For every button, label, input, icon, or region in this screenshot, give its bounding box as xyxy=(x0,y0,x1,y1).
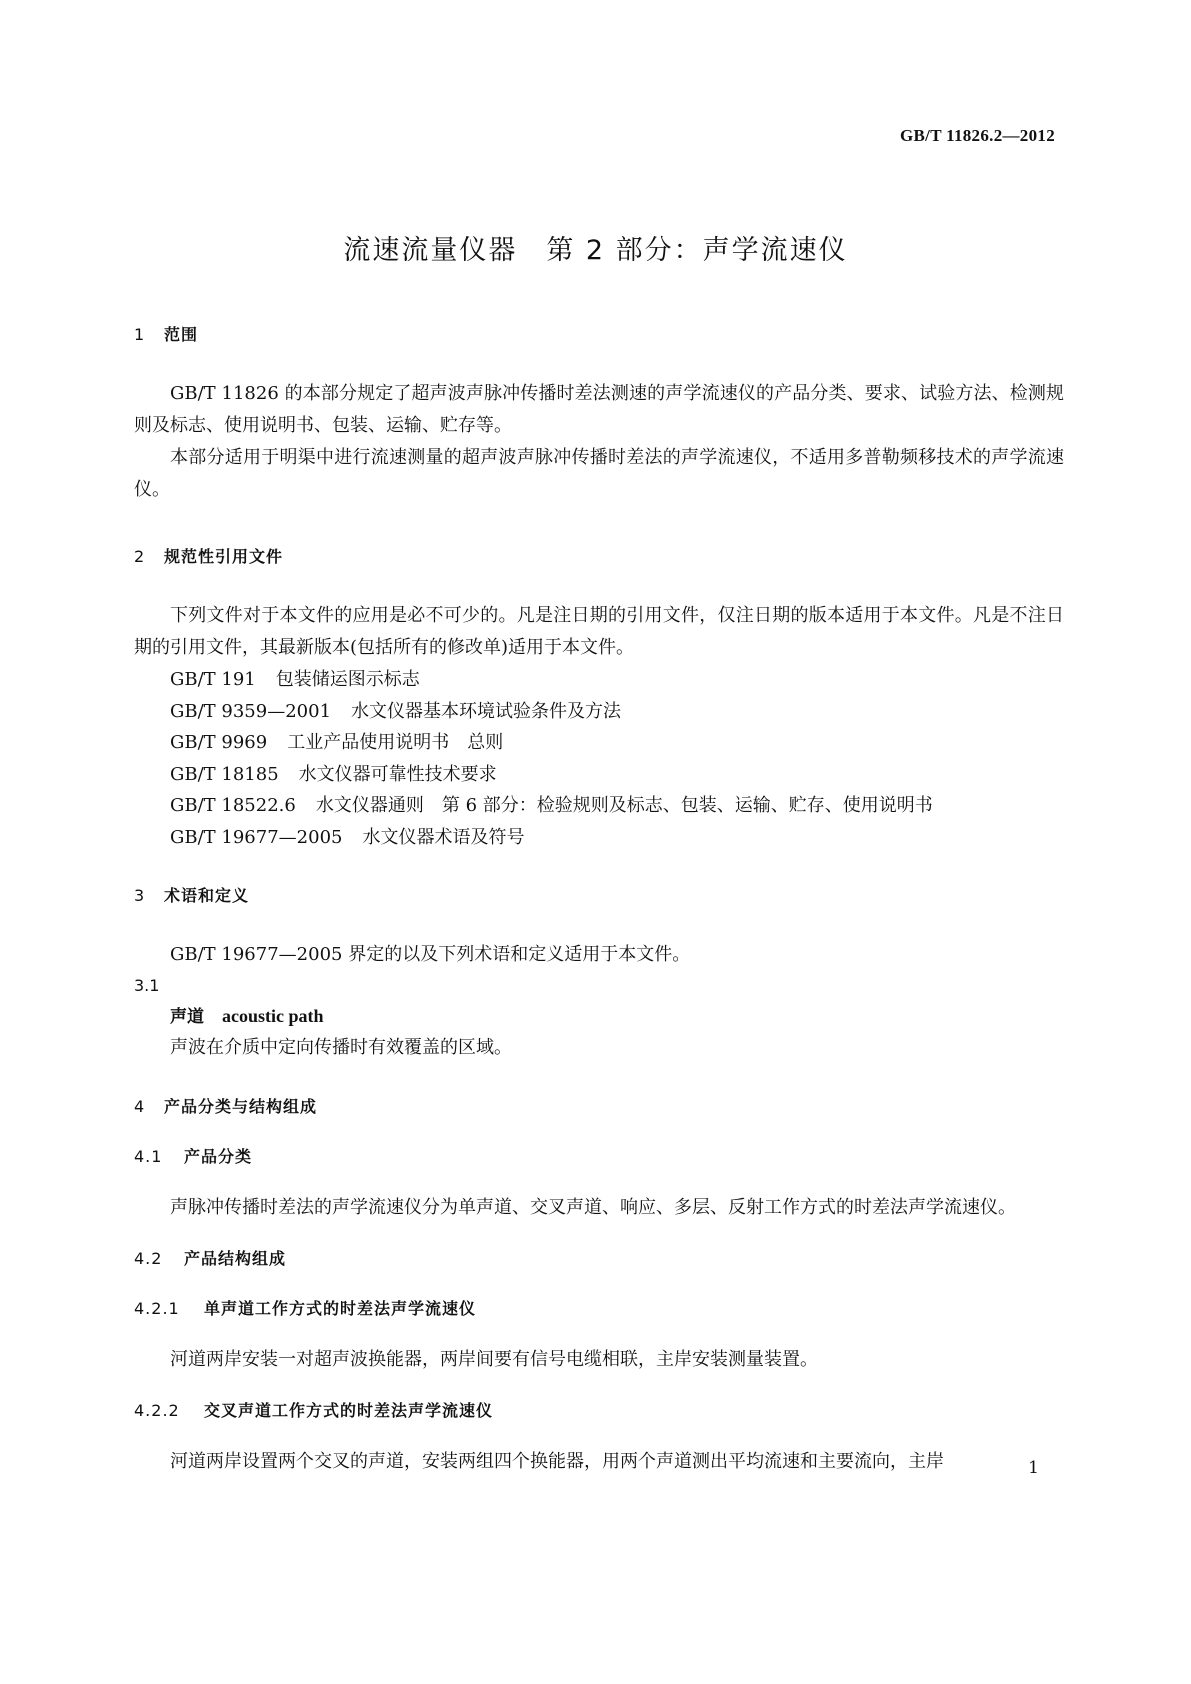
section-number: 1 xyxy=(134,325,146,344)
reference-title: 水文仪器术语及符号 xyxy=(362,826,525,848)
paragraph: 声脉冲传播时差法的声学流速仪分为单声道、交叉声道、响应、多层、反射工作方式的时差法声学流速仪。 xyxy=(170,1197,1016,1218)
section-heading-terms xyxy=(134,881,1064,911)
reference-item xyxy=(134,664,1064,696)
subsection-number: 4.2.2 xyxy=(134,1401,180,1420)
reference-item xyxy=(134,759,1064,791)
reference-title: 水文仪器基本环境试验条件及方法 xyxy=(351,700,622,722)
reference-item xyxy=(134,822,1064,854)
term-english: acoustic path xyxy=(222,1006,324,1026)
subsection-heading xyxy=(134,1244,1064,1274)
page-number: 1 xyxy=(1028,1458,1039,1478)
section-title: 规范性引用文件 xyxy=(164,547,284,566)
document-title: 流速流量仪器 第 2 部分：声学流速仪 xyxy=(343,235,848,266)
reference-code: GB/T 9359—2001 xyxy=(170,700,332,722)
section-heading-normative-references xyxy=(134,542,1064,572)
paragraph: 河道两岸安装一对超声波换能器，两岸间要有信号电缆相联，主岸安装测量装置。 xyxy=(170,1349,818,1370)
subsubsection-heading xyxy=(134,1396,1064,1426)
paragraph: GB/T 19677—2005 界定的以及下列术语和定义适用于本文件。 xyxy=(170,944,691,965)
reference-code: GB/T 18185 xyxy=(170,763,279,785)
subsection-number: 4.2.1 xyxy=(134,1299,180,1318)
reference-title: 水文仪器可靠性技术要求 xyxy=(298,763,497,785)
reference-item xyxy=(134,727,1064,759)
subsubsection-heading xyxy=(134,1294,1064,1324)
term-chinese: 声道 xyxy=(170,1007,204,1027)
reference-item xyxy=(134,790,1064,822)
section-title: 产品分类与结构组成 xyxy=(164,1097,318,1116)
reference-code: GB/T 19677—2005 xyxy=(170,826,343,848)
reference-title: 包装储运图示标志 xyxy=(275,669,420,690)
term-entry xyxy=(134,1001,1064,1032)
paragraph: GB/T 11826 的本部分规定了超声波声脉冲传播时差法测速的声学流速仪的产品分类、要求、试验方法、检测规则及标志、使用说明书、包装、运输、贮存等。 xyxy=(134,383,1064,436)
subsection-title: 产品结构组成 xyxy=(184,1249,287,1268)
standard-code: GB/T 11826.2—2012 xyxy=(900,126,1055,145)
reference-title: 水文仪器通则 第 6 部分：检验规则及标志、包装、运输、贮存、使用说明书 xyxy=(315,795,933,816)
subsection-heading xyxy=(134,1142,1064,1172)
reference-code: GB/T 9969 xyxy=(170,732,268,753)
term-definition: 声波在介质中定向传播时有效覆盖的区域。 xyxy=(170,1037,512,1058)
document-body xyxy=(134,320,1064,1478)
reference-title: 工业产品使用说明书 总则 xyxy=(287,732,504,753)
subsection-number: 4.1 xyxy=(134,1147,163,1166)
subsection-title: 产品分类 xyxy=(184,1147,253,1166)
paragraph: 河道两岸设置两个交叉的声道，安装两组四个换能器，用两个声道测出平均流速和主要流向，主岸 xyxy=(170,1451,944,1472)
reference-item xyxy=(134,696,1064,728)
section-title: 范围 xyxy=(164,325,199,344)
section-number: 3 xyxy=(134,886,146,905)
subsection-number: 4.2 xyxy=(134,1249,163,1268)
section-heading-classification xyxy=(134,1092,1064,1122)
paragraph: 下列文件对于本文件的应用是必不可少的。凡是注日期的引用文件，仅注日期的版本适用于本文件。凡是不注日期的引用文件，其最新版本(包括所有的修改单)适用于本文件。 xyxy=(134,605,1064,658)
reference-code: GB/T 191 xyxy=(170,669,256,690)
section-number: 4 xyxy=(134,1097,146,1116)
subsection-title: 单声道工作方式的时差法声学流速仪 xyxy=(204,1299,477,1318)
section-number: 2 xyxy=(134,547,146,566)
section-heading-scope xyxy=(134,320,1064,350)
reference-code: GB/T 18522.6 xyxy=(170,795,296,816)
paragraph: 本部分适用于明渠中进行流速测量的超声波声脉冲传播时差法的声学流速仪，不适用多普勒频移技术的声学流速仪。 xyxy=(134,447,1064,500)
term-number: 3.1 xyxy=(134,976,160,995)
subsection-title: 交叉声道工作方式的时差法声学流速仪 xyxy=(204,1401,494,1420)
section-title: 术语和定义 xyxy=(164,886,250,905)
